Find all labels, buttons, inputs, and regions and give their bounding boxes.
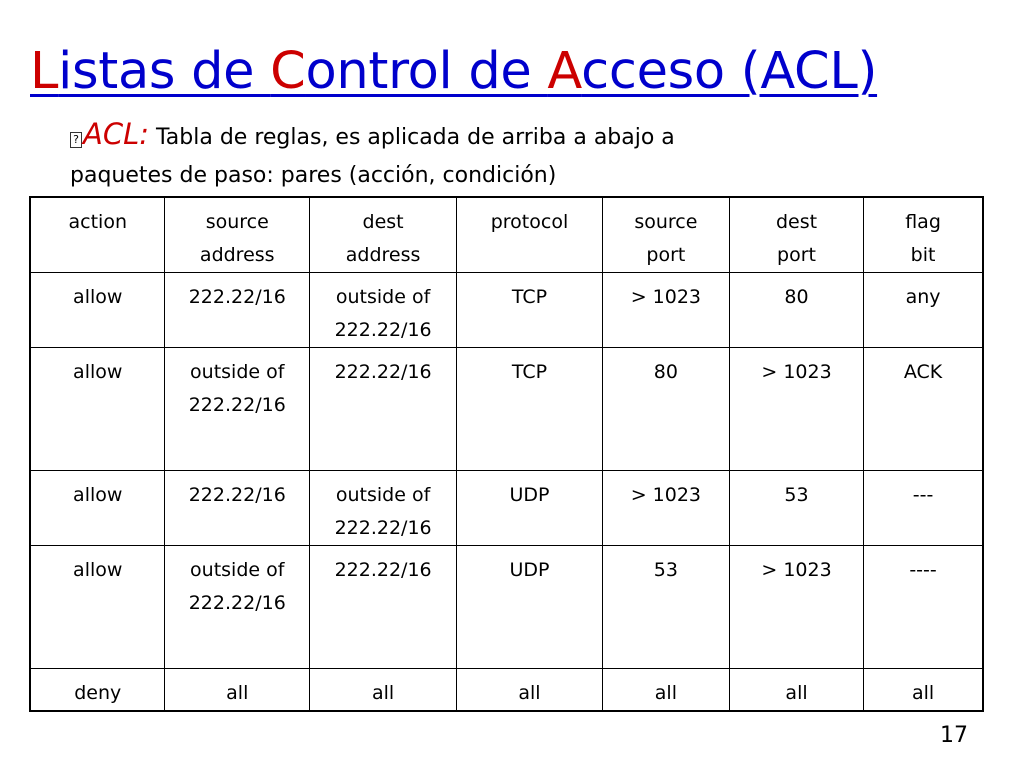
table-row: [30, 669, 983, 712]
table-cell: [864, 471, 983, 546]
cell-line: allow: [73, 559, 123, 581]
cell-line: dest: [362, 211, 404, 233]
table-cell: [729, 546, 863, 669]
cell-line: source: [634, 211, 698, 233]
cell-line: protocol: [490, 211, 569, 233]
cell-line: 222.22/16: [188, 592, 286, 614]
table-cell: [30, 471, 165, 546]
table-cell: [729, 348, 863, 471]
cell-line: port: [777, 244, 816, 266]
cell-line: any: [905, 286, 941, 308]
slide-title: [30, 38, 877, 106]
table-row: [30, 273, 983, 348]
cell-line: > 1023: [630, 286, 702, 308]
cell-line: 222.22/16: [188, 394, 286, 416]
table-cell: [457, 669, 603, 712]
cell-line: source: [205, 211, 269, 233]
table-cell: [457, 273, 603, 348]
table-row: [30, 348, 983, 471]
cell-line: flag: [905, 211, 941, 233]
table-cell: [864, 669, 983, 712]
table-cell: [30, 669, 165, 712]
table-cell: [310, 546, 457, 669]
cell-line: action: [68, 211, 127, 233]
table-cell: [864, 273, 983, 348]
cell-line: dest: [775, 211, 818, 233]
table-cell: [602, 273, 729, 348]
cell-line: 222.22/16: [188, 484, 286, 506]
cell-line: 80: [653, 361, 678, 383]
cell-line: deny: [74, 682, 122, 704]
cell-line: all: [785, 682, 808, 704]
cell-line: allow: [73, 484, 123, 506]
header-cell: [30, 197, 165, 273]
table-cell: [165, 669, 310, 712]
cell-line: 222.22/16: [334, 517, 432, 539]
cell-line: UDP: [509, 484, 550, 506]
table-cell: [729, 669, 863, 712]
cell-line: all: [518, 682, 541, 704]
cell-line: TCP: [511, 361, 548, 383]
cell-line: all: [654, 682, 677, 704]
table-cell: [165, 471, 310, 546]
table-cell: [165, 273, 310, 348]
cell-line: 222.22/16: [334, 319, 432, 341]
header-cell: [165, 197, 310, 273]
cell-line: all: [226, 682, 249, 704]
table-cell: [30, 348, 165, 471]
cell-line: TCP: [511, 286, 548, 308]
table-cell: [602, 471, 729, 546]
header-cell: [310, 197, 457, 273]
cell-line: ---: [912, 484, 934, 506]
title-text: ontrol de: [305, 42, 548, 101]
table-cell: [165, 546, 310, 669]
table-cell: [30, 273, 165, 348]
table-row: [30, 471, 983, 546]
table-cell: [457, 348, 603, 471]
table-cell: [602, 546, 729, 669]
cell-line: 222.22/16: [334, 559, 432, 581]
cell-line: 53: [784, 484, 809, 506]
table-cell: [729, 471, 863, 546]
table-cell: [864, 546, 983, 669]
bullet-line-1: [70, 115, 970, 157]
table-cell: [457, 471, 603, 546]
header-cell: [457, 197, 603, 273]
header-cell: [729, 197, 863, 273]
table-cell: [30, 546, 165, 669]
bullet-icon: ?: [70, 132, 82, 148]
title-text: istas de: [58, 42, 271, 101]
cell-line: ACK: [903, 361, 943, 383]
cell-line: 222.22/16: [188, 286, 286, 308]
table-row: [30, 546, 983, 669]
cell-line: outside of: [335, 484, 431, 506]
cell-line: all: [371, 682, 395, 704]
bullet-term: ACL:: [83, 117, 150, 151]
cell-line: allow: [73, 361, 123, 383]
header-cell: [864, 197, 983, 273]
cell-line: 222.22/16: [334, 361, 432, 383]
cell-line: port: [646, 244, 686, 266]
title-accent-letter: C: [270, 42, 306, 101]
cell-line: allow: [73, 286, 123, 308]
cell-line: 80: [784, 286, 809, 308]
bullet-paragraph: [70, 115, 970, 195]
cell-line: all: [911, 682, 935, 704]
header-row: [30, 197, 983, 273]
cell-line: outside of: [190, 559, 285, 581]
cell-line: > 1023: [630, 484, 702, 506]
bullet-line-2: paquetes de paso: pares (acción, condición): [70, 163, 557, 188]
table-cell: [457, 546, 603, 669]
title-text: cceso (ACL): [581, 42, 878, 101]
table-cell: [602, 669, 729, 712]
cell-line: outside of: [335, 286, 431, 308]
cell-line: UDP: [509, 559, 550, 581]
acl-table: [29, 196, 984, 712]
cell-line: address: [345, 244, 421, 266]
table-cell: [310, 348, 457, 471]
cell-line: outside of: [190, 361, 285, 383]
cell-line: ----: [909, 559, 937, 581]
cell-line: 53: [653, 559, 678, 581]
table-cell: [310, 273, 457, 348]
title-accent-letter: A: [547, 42, 582, 101]
bullet-text: Tabla de reglas, es aplicada de arriba a abajo a: [149, 125, 675, 150]
table-cell: [729, 273, 863, 348]
table-cell: [864, 348, 983, 471]
cell-line: address: [199, 244, 275, 266]
title-accent-letter: L: [30, 42, 59, 101]
table-cell: [602, 348, 729, 471]
table-cell: [165, 348, 310, 471]
table-cell: [310, 471, 457, 546]
table-cell: [310, 669, 457, 712]
cell-line: bit: [910, 244, 936, 266]
header-cell: [602, 197, 729, 273]
cell-line: > 1023: [761, 559, 832, 581]
page-number: 17: [940, 723, 968, 748]
cell-line: > 1023: [761, 361, 832, 383]
